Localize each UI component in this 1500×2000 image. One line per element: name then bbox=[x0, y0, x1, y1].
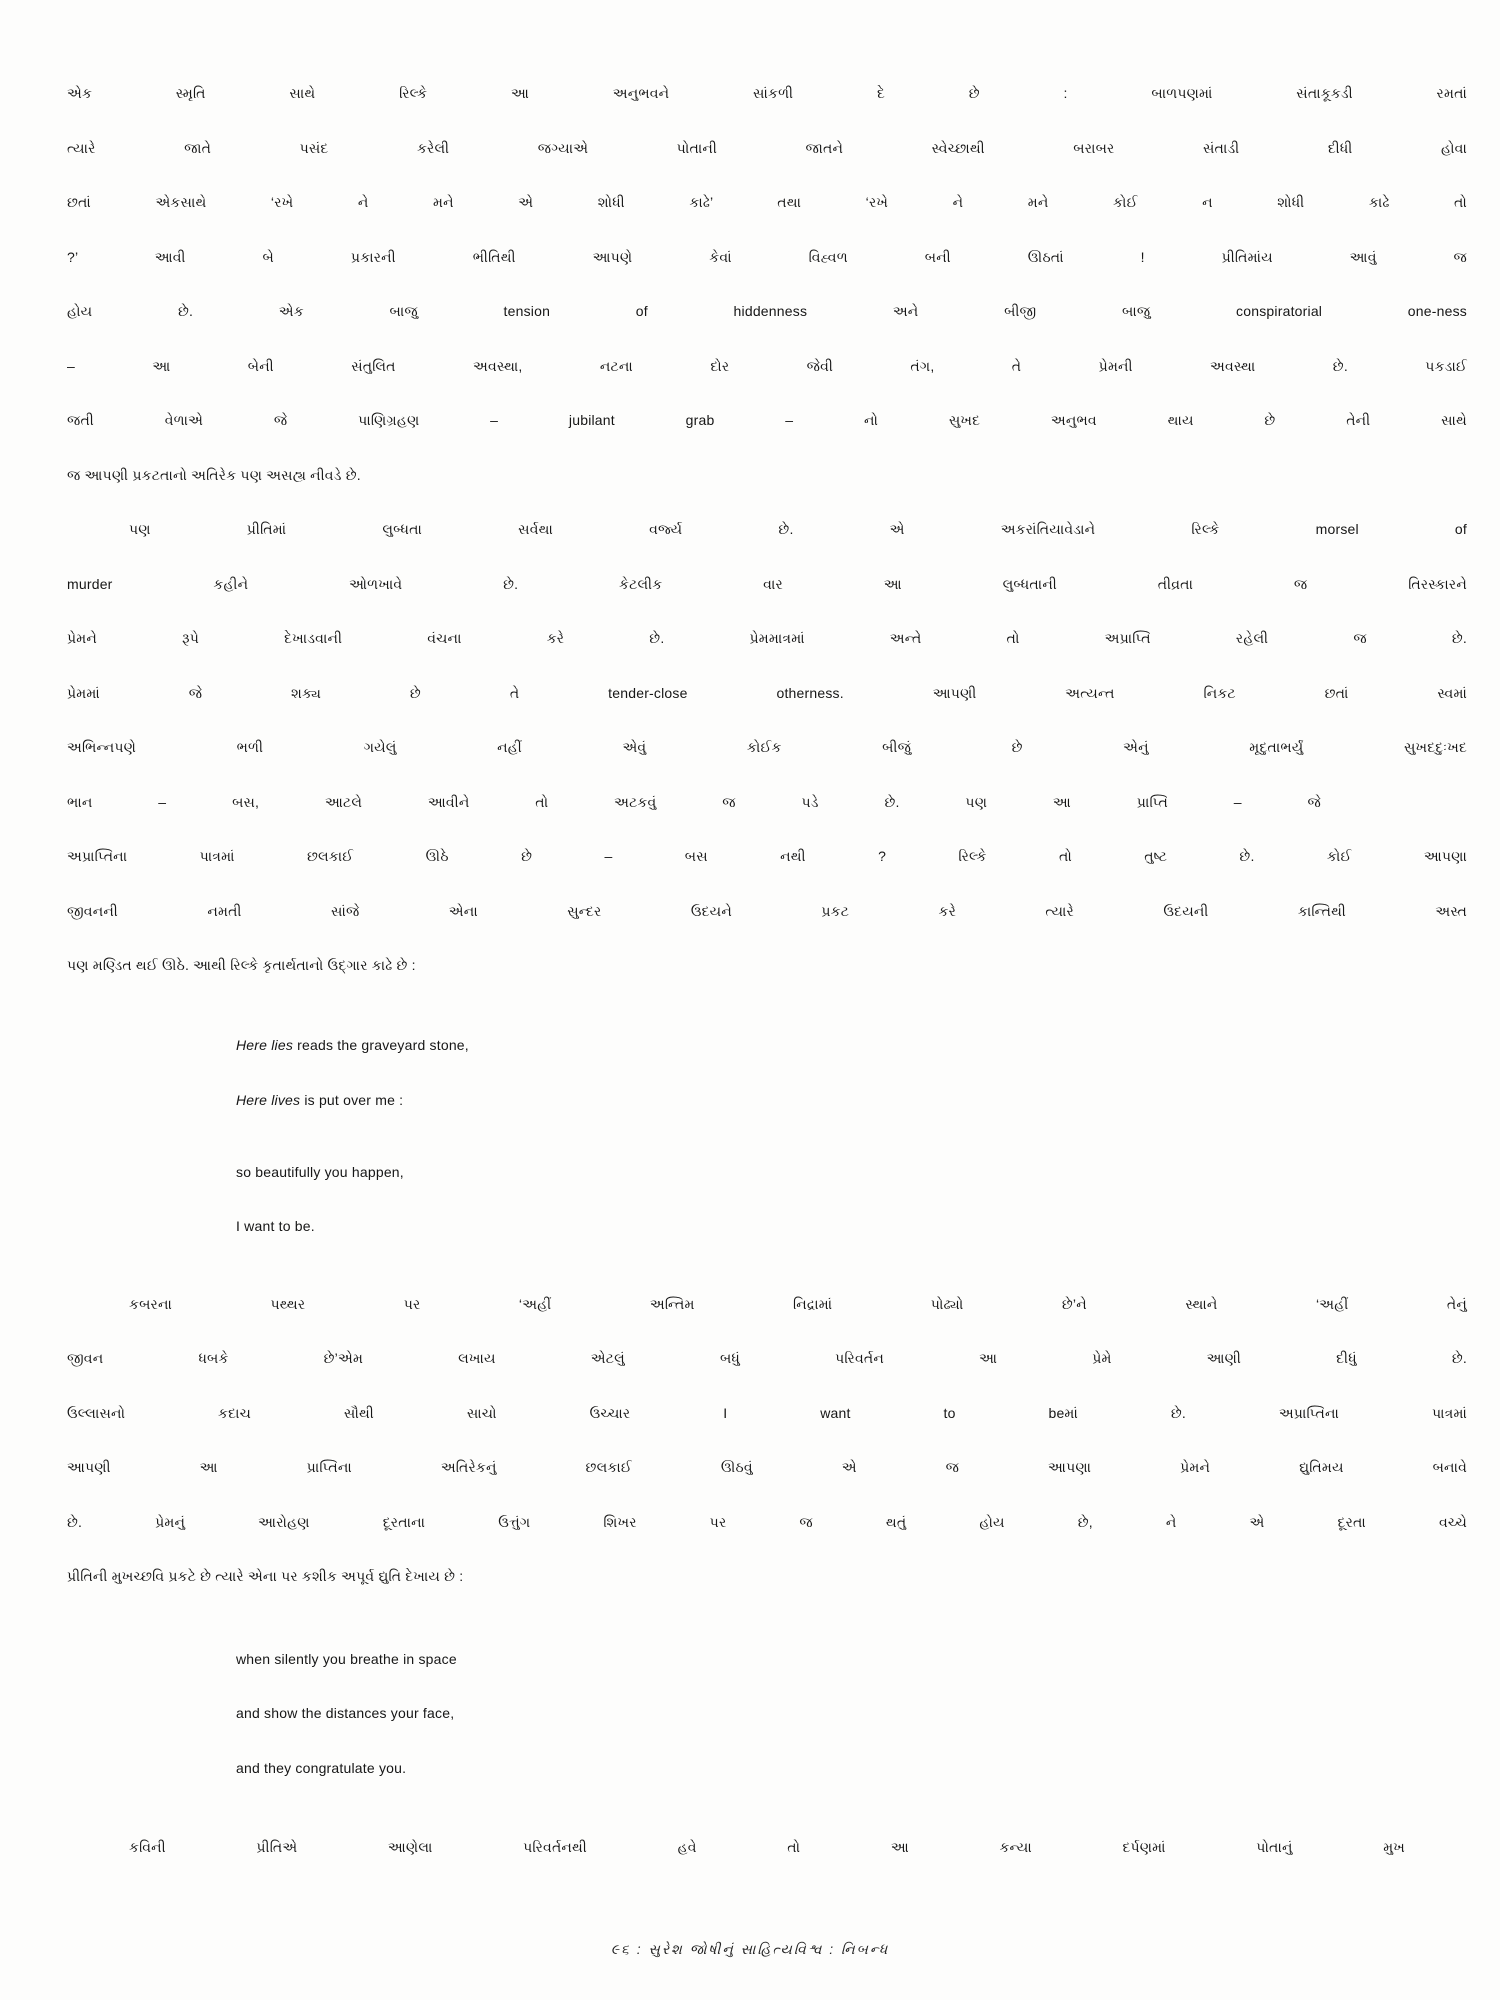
poem-quote bbox=[67, 1632, 1467, 1796]
paragraph-line: અભિન્નપણે ભળી ગયેલું નહીં એવું કોઈક બીજું છે એનું મૃદુતાભર્યું સુખદદુઃખદ bbox=[67, 739, 1467, 755]
paragraph-line: એક સ્મૃતિ સાથે રિલ્કે આ અનુભવને સાંકળી દે છે : બાળપણમાં સંતાકૂકડી રમતાં bbox=[67, 85, 1467, 101]
poem-emphasis: Here lies bbox=[236, 1037, 294, 1053]
poem-stanza bbox=[67, 1145, 1467, 1254]
poem-line bbox=[67, 1018, 1467, 1073]
paragraph-line: પ્રેમને રૂપે દેખાડવાની વંચના કરે છે. પ્રેમમાત્રમાં અન્તે તો અપ્રાપ્તિ રહેલી જ છે. bbox=[67, 630, 1467, 646]
paragraph-line: ભાન – બસ, આટલે આવીને તો અટકવું જ પડે છે. પણ આ પ્રાપ્તિ – જે bbox=[67, 793, 1321, 810]
paragraph-line: અપ્રાપ્તિના પાત્રમાં છલકાઈ ઊઠે છે – બસ નથી ? રિલ્કે તો તુષ્ટ છે. કોઈ આપણા bbox=[67, 848, 1467, 864]
paragraph-line: ?’ આવી બે પ્રકારની ભીતિથી આપણે કેવાં વિહ્વળ બની ઊઠતાં ! પ્રીતિમાંય આવું જ bbox=[67, 248, 1467, 265]
poem-quote bbox=[67, 1018, 1467, 1254]
poem-line: so beautifully you happen, bbox=[236, 1163, 404, 1180]
paragraph-line: ત્યારે જાતે પસંદ કરેલી જગ્યાએ પોતાની જાતને સ્વેચ્છાથી બરાબર સંતાડી દીધી હોવા bbox=[67, 139, 1467, 156]
paragraph-line: murder કહીને ઓળખાવે છે. કેટલીક વાર આ લુબ્ધતાની તીવ્રતા જ તિરસ્કારને bbox=[67, 575, 1467, 592]
poem-emphasis: Here lives bbox=[236, 1091, 301, 1108]
poem-line-text: is put over me : bbox=[300, 1091, 404, 1108]
poem-line: I want to be. bbox=[236, 1218, 315, 1234]
poem-line: and show the distances your face, bbox=[236, 1705, 455, 1721]
paragraph bbox=[67, 1277, 1467, 1604]
paragraph-line: જીવનની નમતી સાંજે એના સુન્દર ઉદયને પ્રકટ કરે ત્યારે ઉદયની કાન્તિથી અસ્ત bbox=[67, 902, 1467, 919]
paragraph-line: હોય છે. એક બાજુ tension of hiddenness અને બીજી બાજુ conspiratorial one-ness bbox=[67, 303, 1467, 319]
poem-line: and they congratulate you. bbox=[236, 1759, 407, 1776]
paragraph-line: કબરના પથ્થર પર ‘અહીં અન્તિમ નિદ્રામાં પોઢ્યો છે’ને સ્થાને ‘અહીં તેનું bbox=[129, 1295, 1467, 1312]
page-footer-folio: ૯૬ : સુરેશ જોષીનું સાહિત્યવિશ્વ : નિબન્ધ bbox=[610, 1941, 890, 1957]
paragraph-line: પણ પ્રીતિમાં લુબ્ધતા સર્વથા વર્જ્ય છે. એ અકરાંતિયાવેડાને રિલ્કે morsel of bbox=[129, 521, 1467, 537]
paragraph-line: જતી વેળાએ જે પાણિગ્રહણ – jubilant grab – નો સુખદ અનુભવ થાય છે તેની સાથે bbox=[67, 412, 1467, 428]
poem-stanza bbox=[67, 1018, 1467, 1127]
paragraph-line: પ્રીતિની મુખચ્છવિ પ્રકટે છે ત્યારે એના પર કશીક અપૂર્વ દ્યુતિ દેખાય છે : bbox=[67, 1568, 464, 1584]
paragraph-line: જીવન ધબકે છે’એમ લખાય એટલું બધું પરિવર્તન આ પ્રેમે આણી દીધું છે. bbox=[67, 1350, 1467, 1366]
poem-line: when silently you breathe in space bbox=[236, 1650, 457, 1667]
paragraph bbox=[67, 1820, 1467, 1875]
paragraph-line: પણ મણ્ડિત થઈ ઊઠે. આથી રિલ્કે કૃતાર્થતાનો ઉદ્ગાર કાઢે છે : bbox=[67, 957, 416, 973]
paragraph-line: પ્રેમમાં જે શક્ય છે તે tender-close otherness. આપણી અત્યન્ત નિકટ છતાં સ્વમાં bbox=[67, 684, 1467, 701]
poem-line bbox=[67, 1073, 1467, 1128]
paragraph-line: કવિની પ્રીતિએ આણેલા પરિવર્તનથી હવે તો આ કન્યા દર્પણમાં પોતાનું મુખ bbox=[129, 1838, 1405, 1855]
paragraph-line: – આ બેની સંતુલિત અવસ્થા, નટના દોર જેવી તંગ, તે પ્રેમની અવસ્થા છે. પકડાઈ bbox=[67, 357, 1467, 374]
paragraph-line: છતાં એકસાથે ‘રખે ને મને એ શોધી કાઢે’ તથા ‘રખે ને મને કોઈ ન શોધી કાઢે તો bbox=[67, 194, 1467, 210]
poem-line-text: reads the graveyard stone, bbox=[293, 1037, 469, 1053]
paragraph bbox=[67, 66, 1467, 502]
paragraph-line: ઉલ્લાસનો કદાચ સૌથી સાચો ઉચ્ચાર I want to beમાં છે. અપ્રાપ્તિના પાત્રમાં bbox=[67, 1404, 1467, 1421]
paragraph-line: આપણી આ પ્રાપ્તિના અતિરેકનું છલકાઈ ઊઠવું એ જ આપણા પ્રેમને દ્યુતિમય બનાવે bbox=[67, 1459, 1467, 1475]
paragraph-line: જ આપણી પ્રકટતાનો અતિરેક પણ અસહ્ય નીવડે છે. bbox=[67, 466, 361, 483]
paragraph-line: છે. પ્રેમનું આરોહણ દૂરતાના ઉત્તુંગ શિખર પર જ થતું હોય છે, ને એ દૂરતા વચ્ચે bbox=[67, 1513, 1467, 1530]
paragraph bbox=[67, 502, 1467, 993]
